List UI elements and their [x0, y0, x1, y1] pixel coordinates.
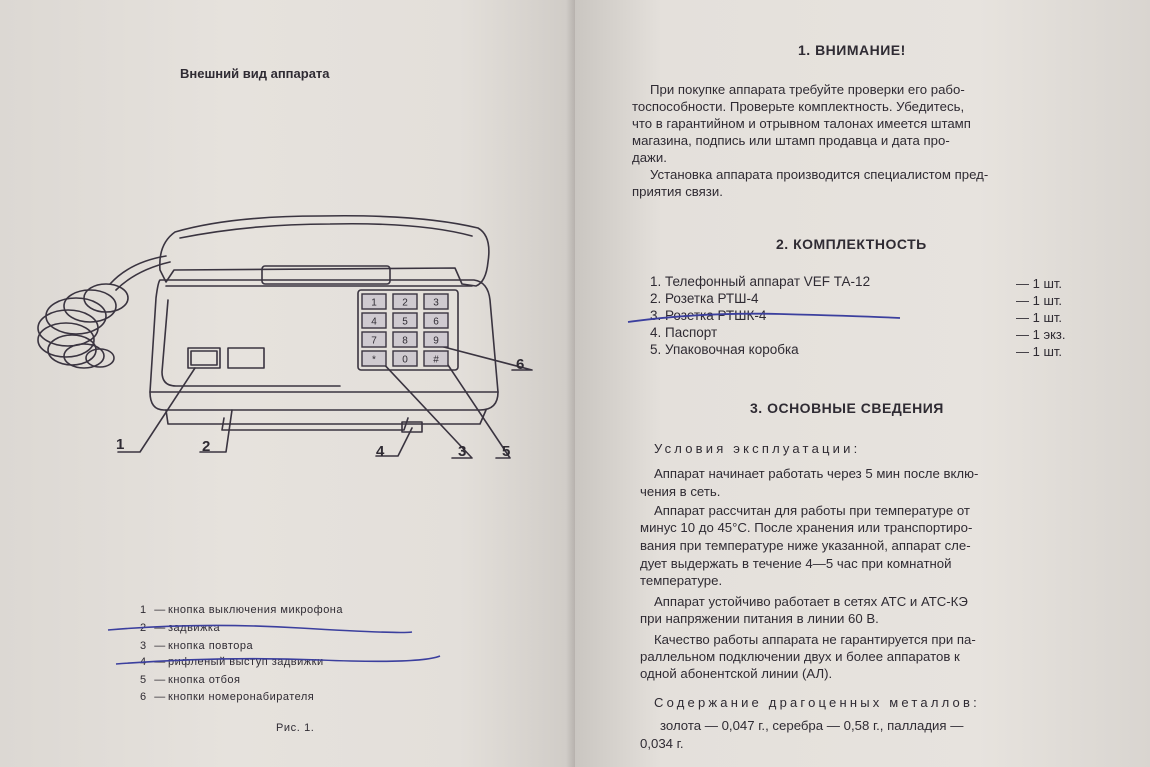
handset — [160, 216, 489, 286]
keypad-key-label: # — [433, 354, 439, 366]
keypad-key-label: 8 — [402, 335, 408, 347]
legend-item: 4 — рифленый выступ задвижки — [140, 656, 324, 668]
callout-3: 3 — [458, 443, 467, 460]
text-line: приятия связи. — [632, 184, 723, 199]
legend-item: 3 — кнопка повтора — [140, 640, 254, 652]
text-line: Качество работы аппарата не гарантируется при па- — [654, 632, 976, 647]
callout-4: 4 — [376, 443, 385, 460]
section-title: 3. ОСНОВНЫЕ СВЕДЕНИЯ — [750, 400, 944, 416]
kit-item-qty: — 1 шт. — [1016, 310, 1063, 325]
section-title: 2. КОМПЛЕКТНОСТЬ — [776, 236, 927, 252]
keypad-key-label: 7 — [371, 335, 377, 347]
section-title: 1. ВНИМАНИЕ! — [798, 42, 906, 58]
text-line: 0,034 г. — [640, 736, 684, 751]
keypad-key-label: * — [372, 354, 376, 366]
keypad-key-label: 3 — [433, 297, 439, 309]
callout-1: 1 — [116, 436, 125, 453]
keypad-key-label: 1 — [371, 297, 377, 309]
keypad-key-label: 5 — [402, 316, 408, 328]
text-line: раллельном подключении двух и более аппаратов к — [640, 649, 960, 664]
text-line: температуре. — [640, 573, 723, 588]
kit-item-label: 2. Розетка РТШ-4 — [650, 291, 759, 306]
callout-6: 6 — [516, 356, 525, 373]
text-line: При покупке аппарата требуйте проверки его рабо- — [650, 82, 965, 97]
keypad — [362, 294, 448, 366]
text-line: Аппарат рассчитан для работы при температуре от — [654, 503, 970, 518]
subheading: Содержание драгоценных металлов: — [654, 695, 980, 710]
text-line: вания при температуре ниже указанной, аппарат сле- — [640, 538, 971, 553]
text-line: Установка аппарата производится специалистом пред- — [650, 167, 989, 182]
kit-item-qty: — 1 шт. — [1016, 276, 1063, 291]
kit-item-label: 1. Телефонный аппарат VEF ТА-12 — [650, 274, 871, 289]
figure-title: Внешний вид аппарата — [180, 66, 330, 81]
text-line: золота — 0,047 г., серебра — 0,58 г., палладия — — [660, 718, 964, 733]
legend-item: 2 — задвижка — [140, 622, 221, 634]
text-line: дует выдержать в течение 4—5 час при комнатной — [640, 556, 952, 571]
keypad-key-label: 2 — [402, 297, 408, 309]
callout-2: 2 — [202, 438, 211, 455]
kit-item-qty: — 1 экз. — [1016, 327, 1066, 342]
legend-item: 1 — кнопка выключения микрофона — [140, 604, 343, 616]
kit-item-qty: — 1 шт. — [1016, 344, 1063, 359]
text-line: одной абонентской линии (АЛ). — [640, 666, 833, 681]
keypad-key-label: 9 — [433, 335, 439, 347]
kit-item-qty: — 1 шт. — [1016, 293, 1063, 308]
keypad-key-label: 4 — [371, 316, 377, 328]
text-line: дажи. — [632, 150, 667, 165]
keypad-key-label: 0 — [402, 354, 408, 366]
text-line: чения в сеть. — [640, 484, 721, 499]
legend-item: 6 — кнопки номеронабирателя — [140, 691, 315, 703]
coiled-cord — [38, 284, 128, 368]
text-line: магазина, подпись или штамп продавца и дата про- — [632, 133, 950, 148]
kit-item-label: 4. Паспорт — [650, 325, 718, 340]
text-line: при напряжении питания в линии 60 В. — [640, 611, 879, 626]
callout-5: 5 — [502, 443, 511, 460]
legend-item: 5 — кнопка отбоя — [140, 674, 241, 686]
text-line: Аппарат начинает работать через 5 мин после вклю- — [654, 466, 979, 481]
text-line: минус 10 до 45°С. После хранения или транспортиро- — [640, 520, 973, 535]
text-line: что в гарантийном и отрывном талонах имеется штамп — [632, 116, 971, 131]
kit-item-label: 5. Упаковочная коробка — [650, 342, 799, 357]
figure-caption: Рис. 1. — [276, 722, 315, 734]
kit-item-label: 3. Розетка РТШК-4 — [650, 308, 767, 323]
subheading: Условия эксплуатации: — [654, 441, 861, 456]
text-line: тоспособности. Проверьте комплектность. Убедитесь, — [632, 99, 965, 114]
keypad-key-label: 6 — [433, 316, 439, 328]
text-line: Аппарат устойчиво работает в сетях АТС и АТС-КЭ — [654, 594, 968, 609]
